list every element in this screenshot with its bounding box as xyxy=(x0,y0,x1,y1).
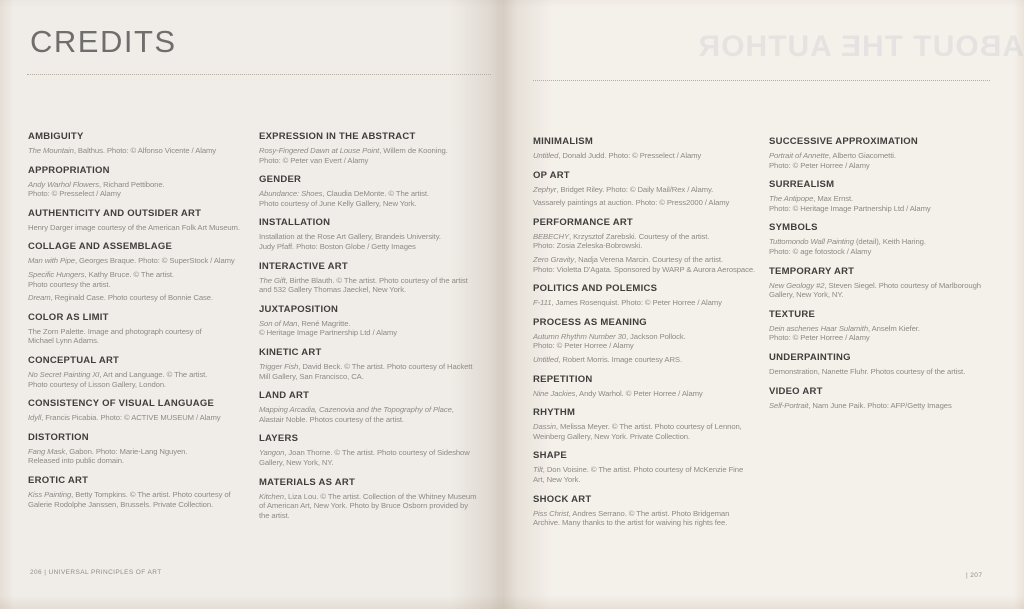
credit-text: The Mountain, Balthus. Photo: © Alfonso Vicente / Alamy xyxy=(28,146,217,155)
page-title: CREDITS xyxy=(30,24,177,59)
credit-text: Self-Portrait, Nam June Paik. Photo: AFP/Getty Images xyxy=(769,400,952,410)
credit-text: F-111, James Rosenquist. Photo: © Peter Horree / Alamy xyxy=(533,298,722,308)
showthrough-text: ABOUT THE AUTHOR xyxy=(697,30,1024,63)
credit-heading: CONCEPTUAL ART xyxy=(28,354,120,366)
credit-text: Idyll, Francis Picabia. Photo: © ACTIVE MUSEUM / Alamy xyxy=(28,413,221,423)
credit-text: Autumn Rhythm Number 30, Jackson Pollock. Photo: © Peter Horree / Alamy xyxy=(533,331,686,351)
credit-heading: TEMPORARY ART xyxy=(769,265,855,277)
credit-heading: PERFORMANCE ART xyxy=(533,216,633,228)
credit-entry xyxy=(28,208,256,233)
credit-text: Tilt, Don Voisine. © The artist. Photo courtesy of McKenzie Fine Art, New York. xyxy=(533,465,744,484)
credit-heading: AMBIGUITY xyxy=(28,131,84,142)
credit-text: Untitled, Donald Judd. Photo: © Presselect / Alamy xyxy=(533,151,702,160)
credit-text: Piss Christ, Andres Serrano. © The artist. Photo Bridgeman Archive. Many thanks to the artist for waiving his rights fee. xyxy=(533,508,730,528)
credit-heading: RHYTHM xyxy=(533,407,576,419)
credit-text: Kiss Painting, Betty Tompkins. © The artist. Photo courtesy of Galerie Rodolphe Janssen, Brussels. Private Collection. xyxy=(28,489,231,509)
credit-text: The Gift, Birthe Blauth. © The artist. Photo courtesy of the artist and 532 Gallery Thomas Jaeckel, New York. xyxy=(259,275,468,295)
credit-entry xyxy=(769,309,997,343)
credits-column-1 xyxy=(28,131,256,518)
credits-column-4 xyxy=(769,136,997,419)
credit-heading: COLLAGE AND ASSEMBLAGE xyxy=(28,241,173,253)
credit-entry xyxy=(28,475,256,509)
credit-entry xyxy=(259,174,487,208)
credit-entry xyxy=(533,317,761,365)
credit-text: Henry Darger image courtesy of the American Folk Art Museum. xyxy=(28,222,240,232)
credit-heading: PROCESS AS MEANING xyxy=(533,316,647,328)
credit-entry xyxy=(259,261,487,295)
credit-text: The Zorn Palette. Image and photograph courtesy of Michael Lynn Adams. xyxy=(28,326,202,346)
credit-heading: APPROPRIATION xyxy=(28,164,110,176)
credits-column-3 xyxy=(533,136,761,537)
credit-text: Man with Pipe, Georges Braque. Photo: © SuperStock / Alamy xyxy=(28,256,235,266)
credit-text: Kitchen, Liza Lou. © The artist. Collection of the Whitney Museum of American Art, New York. Photo by Bruce Osborn provided by the artist. xyxy=(259,491,477,520)
credit-heading: SHOCK ART xyxy=(533,493,592,505)
credit-text: Untitled, Robert Morris. Image courtesy ARS. xyxy=(533,354,682,364)
credit-entry xyxy=(533,407,761,441)
credit-heading: VIDEO ART xyxy=(769,385,823,397)
credit-entry xyxy=(259,433,487,467)
credit-text: Mapping Arcadia, Cazenovia and the Topography of Place, Alastair Noble. Photos courtesy of the artist. xyxy=(259,405,454,424)
credit-entry xyxy=(769,386,997,411)
credit-text: The Antipope, Max Ernst. Photo: © Heritage Image Partnership Ltd / Alamy xyxy=(769,194,931,213)
credit-entry xyxy=(533,450,761,484)
credit-text: Specific Hungers, Kathy Bruce. © The artist. Photo courtesy the artist. xyxy=(28,269,174,289)
credit-heading: LAND ART xyxy=(259,390,310,402)
credit-text: Dein aschenes Haar Sulamith, Anselm Kiefer. Photo: © Peter Horree / Alamy xyxy=(769,323,920,343)
credit-entry xyxy=(533,374,761,399)
credit-entry xyxy=(533,217,761,274)
credit-heading: LAYERS xyxy=(259,433,299,445)
credit-text: Dassin, Melissa Meyer. © The artist. Photo courtesy of Lennon, Weinberg Gallery, New York. Private Collection. xyxy=(533,422,742,441)
credit-heading: REPETITION xyxy=(533,373,593,385)
credit-entry xyxy=(28,165,256,199)
credit-heading: TEXTURE xyxy=(769,308,816,320)
credit-heading: EROTIC ART xyxy=(28,474,89,486)
credit-entry xyxy=(769,179,997,213)
credit-entry xyxy=(28,355,256,389)
credit-entry xyxy=(259,217,487,251)
footer-right: | 207 xyxy=(966,572,983,579)
credit-text: Nine Jackies, Andy Warhol. © Peter Horree / Alamy xyxy=(533,388,703,398)
credit-entry xyxy=(28,241,256,302)
credit-text: Tuttomondo Wall Painting (detail), Keith Haring. Photo: © age fotostock / Alamy xyxy=(769,237,926,256)
credit-heading: MATERIALS AS ART xyxy=(259,476,356,488)
credit-heading: SHAPE xyxy=(533,450,567,462)
credit-heading: COLOR AS LIMIT xyxy=(28,311,109,323)
credits-column-2 xyxy=(259,131,487,529)
credit-heading: UNDERPAINTING xyxy=(769,351,851,363)
credit-heading: POLITICS AND POLEMICS xyxy=(533,283,658,295)
credit-entry xyxy=(769,136,997,170)
credit-entry xyxy=(769,352,997,377)
credit-entry xyxy=(259,347,487,381)
credit-heading: KINETIC ART xyxy=(259,346,322,358)
credit-entry xyxy=(259,304,487,338)
credit-entry xyxy=(533,136,761,161)
credit-heading: AUTHENTICITY AND OUTSIDER ART xyxy=(28,207,202,219)
credit-text: Demonstration, Nanette Fluhr. Photos courtesy of the artist. xyxy=(769,366,966,376)
credit-text: Son of Man, René Magritte. © Heritage Image Partnership Ltd / Alamy xyxy=(259,318,397,338)
credit-heading: MINIMALISM xyxy=(533,136,594,147)
credit-heading: SURREALISM xyxy=(769,179,835,191)
credit-entry xyxy=(28,432,256,466)
dotted-rule-left xyxy=(27,74,491,75)
credit-entry xyxy=(28,131,256,156)
credit-text: No Secret Painting XI, Art and Language. © The artist. Photo courtesy of Lisson Gallery, London. xyxy=(28,369,208,389)
credit-text: Dream, Reginald Case. Photo courtesy of Bonnie Case. xyxy=(28,293,213,303)
credit-entry xyxy=(533,170,761,208)
credit-heading: DISTORTION xyxy=(28,431,89,443)
credit-text: New Geology #2, Steven Siegel. Photo courtesy of Marlborough Gallery, New York, NY. xyxy=(769,280,981,300)
credit-entry xyxy=(259,131,487,165)
credit-entry xyxy=(533,494,761,528)
footer-left: 206 | UNIVERSAL PRINCIPLES OF ART xyxy=(30,569,162,576)
credit-heading: SYMBOLS xyxy=(769,222,818,234)
credit-heading: CONSISTENCY OF VISUAL LANGUAGE xyxy=(28,398,215,410)
credit-entry xyxy=(533,283,761,308)
credit-text: Installation at the Rose Art Gallery, Brandeis University. Judy Pfaff. Photo: Boston Globe / Getty Images xyxy=(259,232,441,251)
credit-text: Abundance: Shoes, Claudia DeMonte. © The artist. Photo courtesy of June Kelly Gallery, New York. xyxy=(259,189,429,208)
credit-text: Fang Mask, Gabon. Photo: Marie-Lang Nguyen. Released into public domain. xyxy=(28,446,188,466)
credit-text: Vassarely paintings at auction. Photo: © Press2000 / Alamy xyxy=(533,198,730,208)
credit-text: Rosy-Fingered Dawn at Louse Point, Willem de Kooning. Photo: © Peter van Evert / Alamy xyxy=(259,146,448,165)
credit-heading: EXPRESSION IN THE ABSTRACT xyxy=(259,131,416,142)
credit-entry xyxy=(769,266,997,300)
credit-entry xyxy=(28,398,256,423)
credit-text: Zephyr, Bridget Riley. Photo: © Daily Mail/Rex / Alamy. xyxy=(533,184,714,194)
credit-text: Trigger Fish, David Beck. © The artist. Photo courtesy of Hackett Mill Gallery, San Francisco, CA. xyxy=(259,361,473,381)
credit-heading: INSTALLATION xyxy=(259,217,331,229)
credit-text: Yangon, Joan Thorne. © The artist. Photo courtesy of Sideshow Gallery, New York, NY. xyxy=(259,448,470,467)
credit-entry xyxy=(259,390,487,424)
credit-heading: SUCCESSIVE APPROXIMATION xyxy=(769,136,919,147)
credit-text: Portrait of Annette, Alberto Giacometti. Photo: © Peter Horree / Alamy xyxy=(769,151,896,170)
credit-heading: JUXTAPOSITION xyxy=(259,303,339,315)
credit-heading: GENDER xyxy=(259,174,302,186)
credit-text: Zero Gravity, Nadja Verena Marcin. Courtesy of the artist. Photo: Violetta D'Agata. Sponsored by WARP & Aurora Aerospace. xyxy=(533,254,756,274)
credit-entry xyxy=(28,312,256,346)
credit-text: BEBECHY, Krzysztof Zarebski. Courtesy of the artist. Photo: Zosia Zeleska-Bobrowski. xyxy=(533,231,710,251)
credit-heading: INTERACTIVE ART xyxy=(259,260,348,272)
dotted-rule-right xyxy=(533,80,990,81)
credit-text: Andy Warhol Flowers, Richard Pettibone. Photo: © Presselect / Alamy xyxy=(28,179,165,199)
credit-entry xyxy=(769,222,997,256)
credit-entry xyxy=(259,477,487,521)
credit-heading: OP ART xyxy=(533,169,570,181)
